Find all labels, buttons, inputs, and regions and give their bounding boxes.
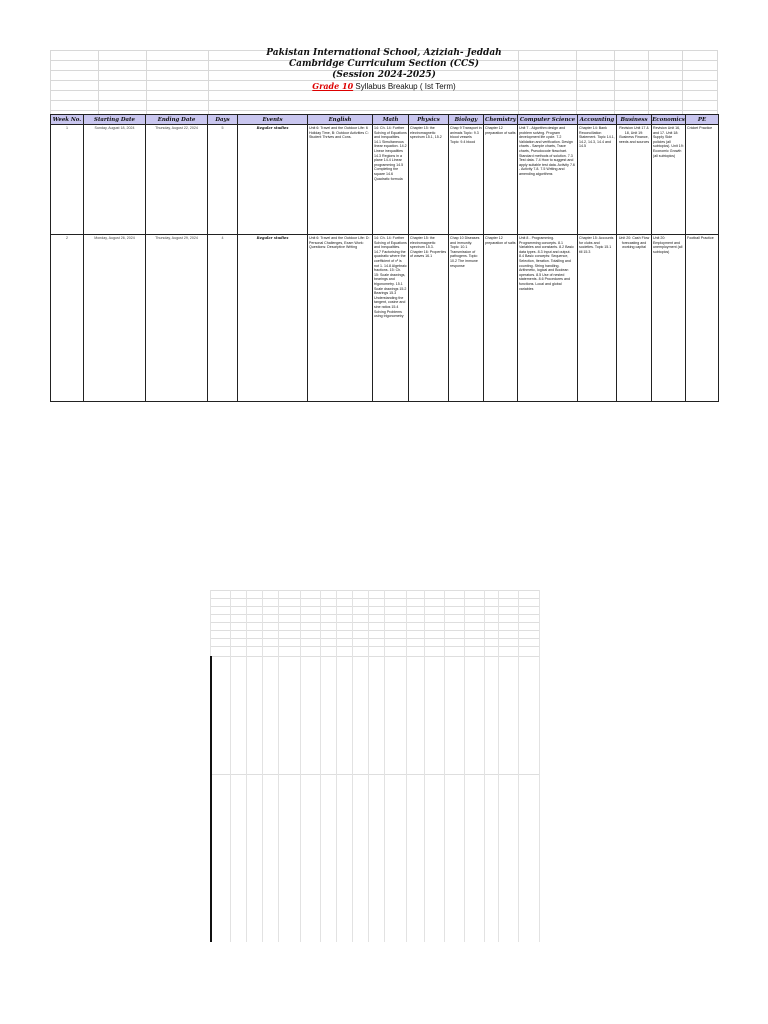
col-week: Week No. [51,115,84,125]
col-starting-date: Starting Date [84,115,146,125]
business-cell: Unit 20: Cash Flow forecasting and working capital [617,235,652,402]
math-cell: 14: Ch. 14: Further Solving of Equations and Inequalities. 14.1 Simultaneous linear equation. 14.2 Linear inequalities 14.3 Regions in a plane 14.4 Linear programming 14.5 Completing the square 14.6 Quadratic formula [373,125,409,235]
empty-sheet-grid [210,590,540,942]
table-header-row [51,115,719,125]
table-row [51,235,719,402]
col-days: Days [208,115,238,125]
col-english: English [308,115,373,125]
col-physics: Physics [409,115,449,125]
biology-cell: Chap 9 Transport in animals Topic: 9.3 blood vessels Topic: 9.4 blood [449,125,484,235]
session-label: (Session 2024-2025) [332,70,436,80]
physics-cell: Chapter 15: the electromagnetic spectrum 15.1, 15.2 [409,125,449,235]
title-text: Syllabus Breakup ( Ist Term) [353,82,456,91]
days-cell: 5 [208,125,238,235]
english-cell: Unit 6: Travel and the Outdoor Life: 6 Holiday Time, B: Outdoor Activities C: Student Thrives and Cons. [308,125,373,235]
english-cell: Unit 6: Travel and the Outdoor Life: D: Personal Challenges, Exam Work: Questions: Descriptive Writing [308,235,373,402]
start-date-cell: Monday, August 26, 2024 [84,235,146,402]
col-ending-date: Ending Date [146,115,208,125]
grade-label: Grade 10 [312,81,354,91]
pe-cell: Football Practice [686,235,719,402]
week-cell: 1 [51,125,84,235]
days-cell: 4 [208,235,238,402]
col-accounting: Accounting [578,115,617,125]
accounting-cell: Chapter 15: Accounts for clubs and societies. Topic 15.1 till 15.3 [578,235,617,402]
accounting-cell: Chapter 14: Bank Reconciliation Statement. Topic 14.1, 14.2, 14.3, 14.4 and 14.5 [578,125,617,235]
col-economics: Economics [652,116,685,123]
table-row [51,125,719,235]
pe-cell: Cricket Practice [686,125,719,235]
start-date-cell: Sunday, August 18, 2024 [84,125,146,235]
cs-cell: Unit 8 - Programming. Programming concepts. 8.1 Variables and constants. 8.2 Basic data types. 8.3 Input and output. 8.4 Basic concepts: Sequence, Selection, Iteration. Totalling and counting. String handling. Arithmetic, logical and Boolean operators. 8.5 Use of nested statements. 8.6 Procedures and functions. Local and global variables [518,235,578,402]
events-cell: Regular studies [238,235,308,402]
syllabus-table [50,114,719,402]
cs-cell: Unit 7 - Algorithm design and problem solving. Program development life cycle. 7.2 Validation and verification. Design charts - Sample charts, Trace charts, Pseudocode flowchart. Standard methods of solution. 7.3 Test data. 7.4 How to suggest and apply suitable test data. Activity 7.6 - Activity 7.8. 7.5 Writing and amending algorithms [518,125,578,235]
col-math: Math [373,115,409,125]
col-chemistry: Chemistry [485,116,516,123]
syllabus-title [200,81,568,92]
physics-cell: Chapter 15: the electromagnetic spectrum 15.3. Chapter 16: Properties of waves 16.1 [409,235,449,402]
col-pe: PE [686,115,719,125]
economics-cell: Revision Unit 16, and 17. Unit 18: Supply Side policies (all subtopics). Unit 19: Economic Growth (all subtopics) [652,125,686,235]
col-computer-science: Computer Science [518,115,578,125]
end-date-cell: Thursday, August 22, 2024 [146,125,208,235]
end-date-cell: Thursday, August 29, 2024 [146,235,208,402]
biology-cell: Chap 10 Diseases and immunity. Topic: 10.1 Transmission of pathogens. Topic: 10.2 The immune response [449,235,484,402]
business-cell: Revision Unit 17 & 18, Unit 19: Business Finance, needs and sources [617,125,652,235]
document-header [200,48,568,92]
events-cell: Regular studies [238,125,308,235]
col-events: Events [238,115,308,125]
chemistry-cell: Chapter 12 preparation of salts [484,125,518,235]
week-cell: 2 [51,235,84,402]
col-biology: Biology [449,115,484,125]
col-business: Business [617,115,652,125]
economics-cell: Unit 20: Employment and unemployment (all subtopics) [652,235,686,402]
math-cell: 14: Ch. 14: Further Solving of Equations and Inequalities. 14.7 Factorising the quadratic where the coefficient of x² is not 1. 14.8 Algebraic fractions. 15: Ch. 15: Scale drawings, bearings and trigonometry. 15.1 Scale drawings 15.2 Bearings 15.3 Understanding the tangent, cosine and sine ratios 15.4 Solving Problems using trigonometry [373,235,409,402]
chemistry-cell: Chapter 12 preparation of salts [484,235,518,402]
section-name: Cambridge Curriculum Section (CCS) [289,59,479,69]
sheet-left-border [210,656,212,942]
school-name: Pakistan International School, Aziziah- Jeddah [266,48,502,58]
